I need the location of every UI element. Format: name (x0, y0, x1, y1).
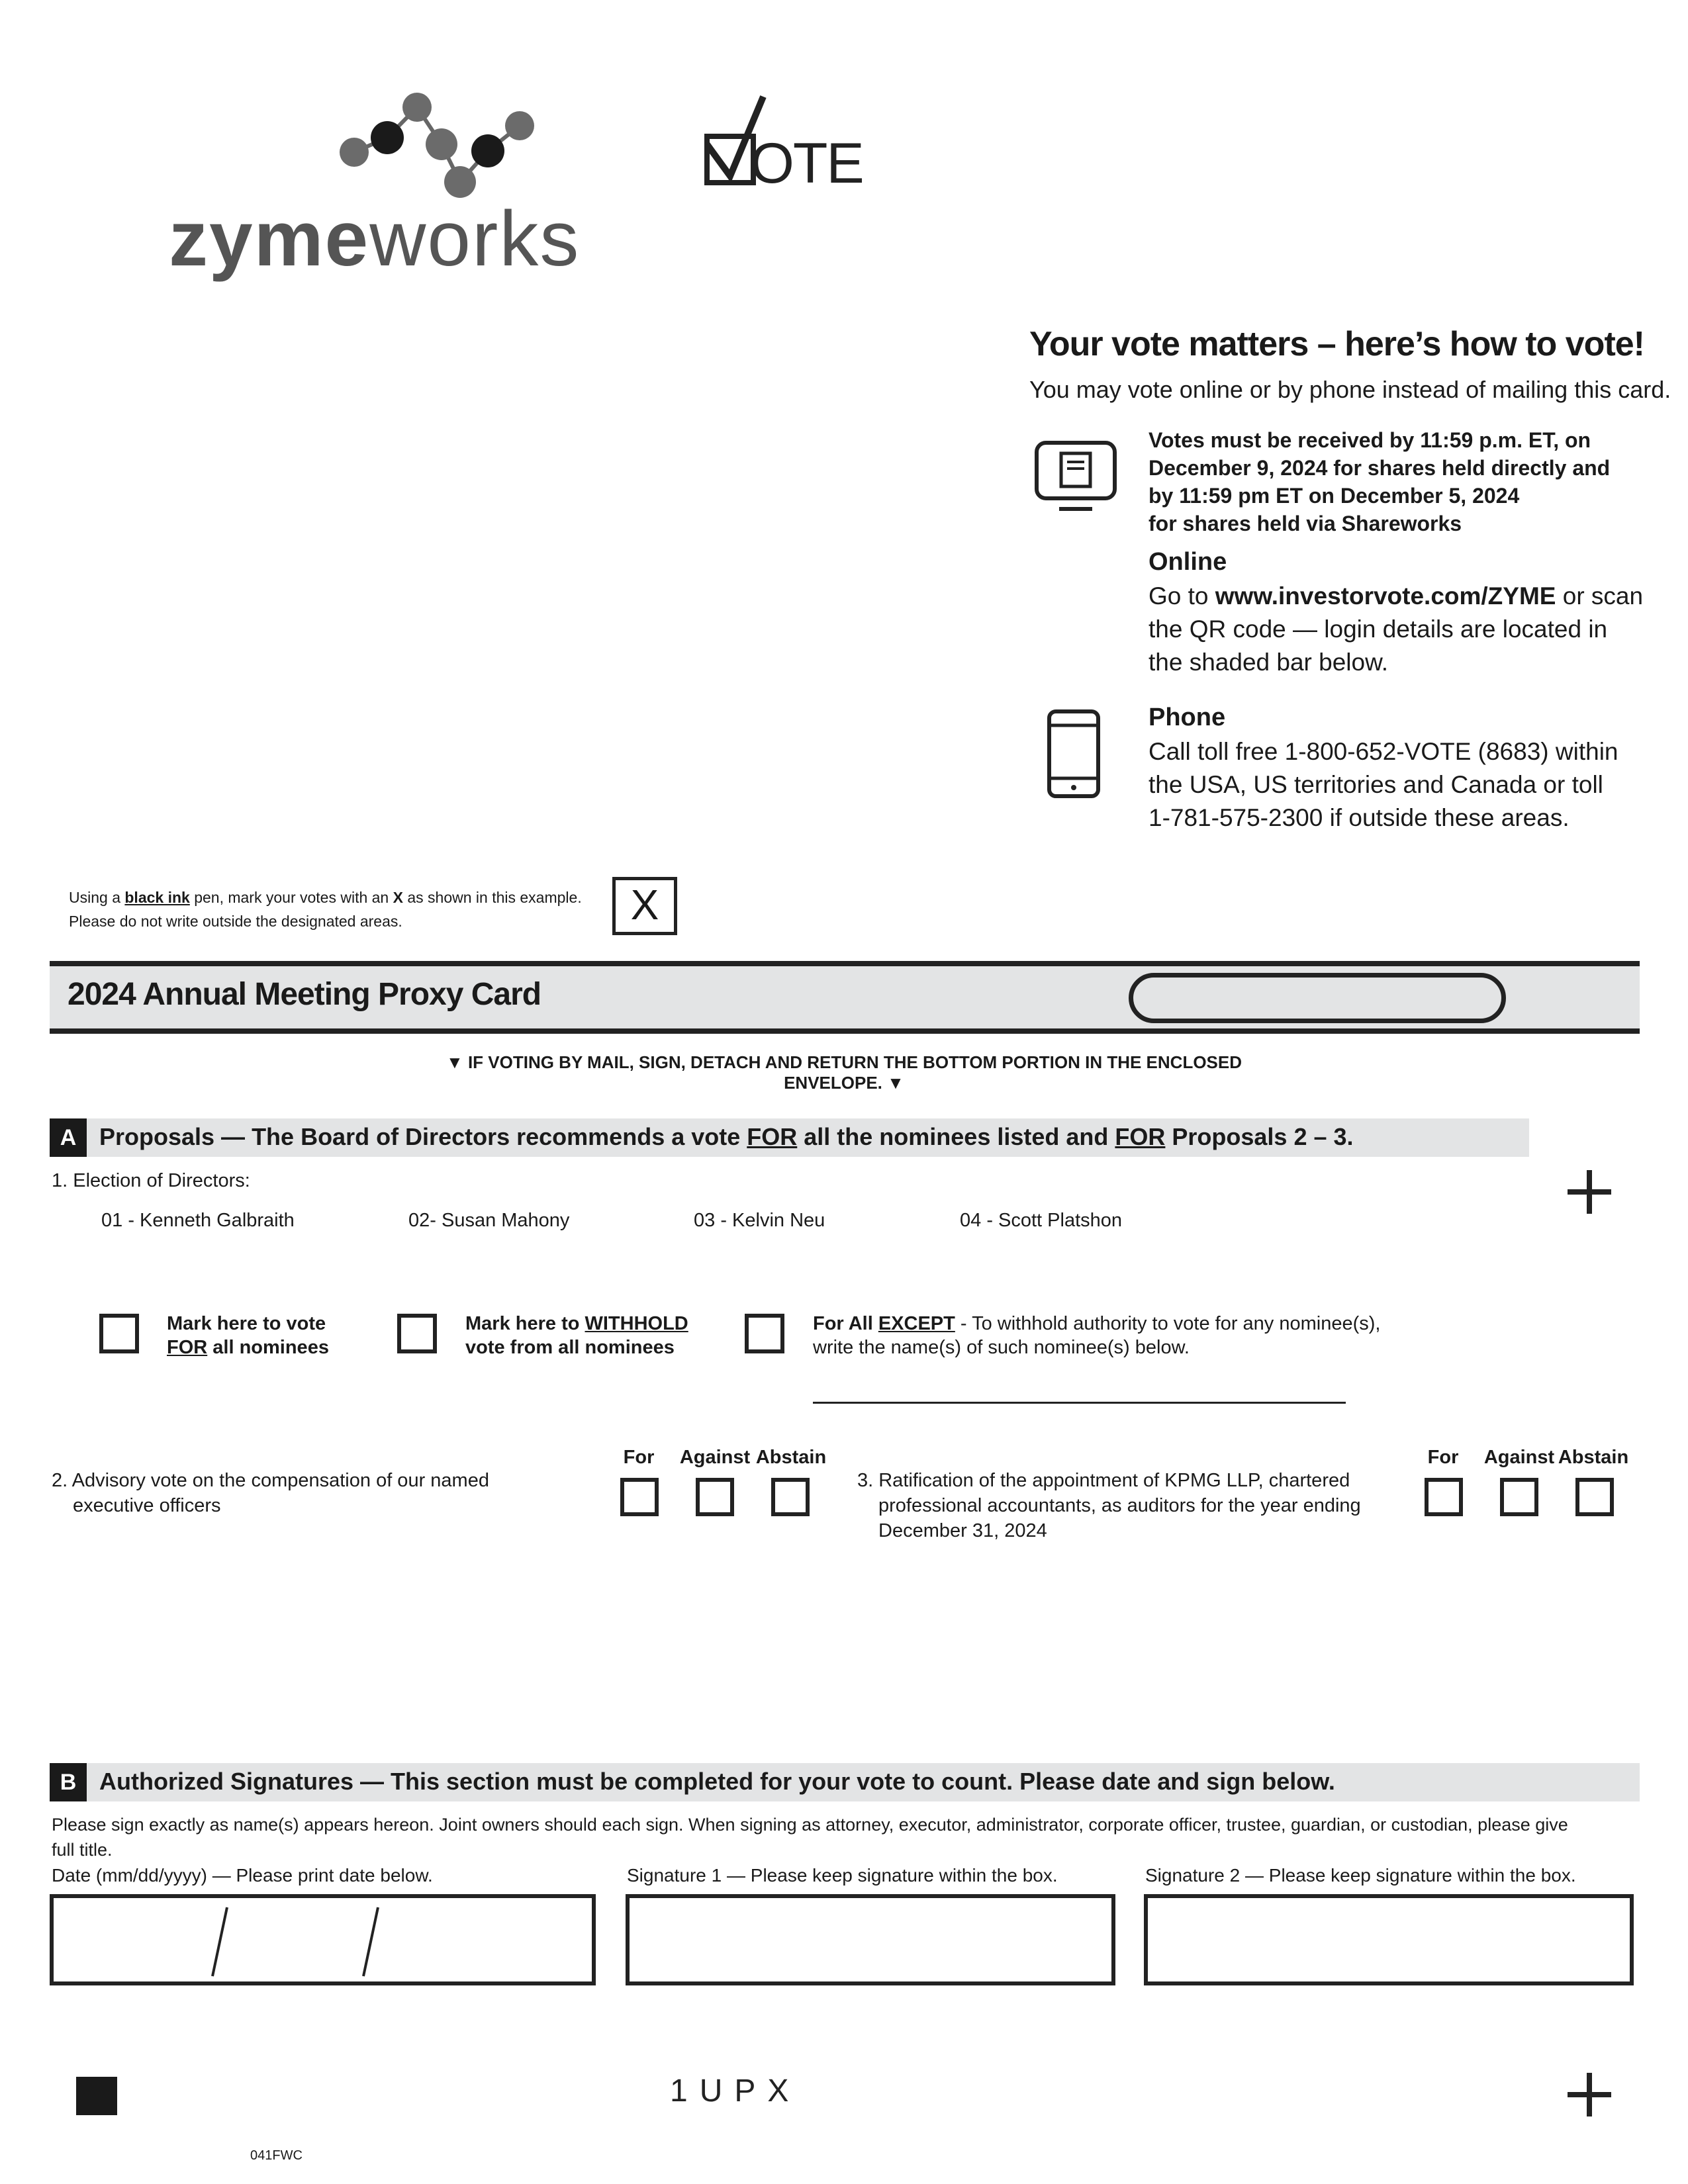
mobile-phone-icon (1046, 708, 1102, 801)
marking-instructions (69, 886, 582, 933)
for-all-except-checkbox[interactable] (745, 1314, 784, 1353)
molecule-logo-icon (301, 86, 685, 205)
option-label-text: EXCEPT (878, 1313, 955, 1334)
option-label-text: Mark here to (465, 1313, 585, 1334)
proposal-2-against-checkbox[interactable] (696, 1478, 734, 1516)
phone-text: the USA, US territories and Canada or toll (1149, 771, 1603, 798)
computer-monitor-icon (1033, 440, 1119, 516)
col-header-abstain: Abstain (755, 1447, 827, 1468)
date-input-box[interactable] (50, 1894, 596, 1985)
election-label: 1. Election of Directors: (52, 1170, 250, 1191)
vote-matters-title: Your vote matters – here’s how to vote! (1029, 325, 1644, 363)
section-a-title (99, 1123, 1354, 1151)
triangle-down-icon: ▼ (445, 1052, 468, 1072)
proposal-text: professional accountants, as auditors for the year ending (878, 1495, 1361, 1516)
signature-2-box[interactable] (1144, 1894, 1634, 1985)
nominee-2: 02- Susan Mahony (408, 1210, 570, 1231)
section-a-title-text: FOR (1115, 1123, 1166, 1150)
section-b-letter: B (50, 1763, 87, 1801)
deadline-text (1149, 426, 1610, 537)
instr-text: X (393, 889, 403, 906)
col-header-against: Against (1483, 1447, 1555, 1468)
proposal-2-text (52, 1468, 489, 1518)
signature-instructions (52, 1812, 1647, 1862)
proposal-text: 2. Advisory vote on the compensation of our named (52, 1470, 489, 1491)
col-header-against: Against (679, 1447, 751, 1468)
signature-2-label: Signature 2 — Please keep signature within the box. (1145, 1865, 1576, 1886)
proposal-3-text (857, 1468, 1361, 1543)
except-nominee-write-line[interactable] (813, 1402, 1346, 1404)
signature-1-label: Signature 1 — Please keep signature within the box. (627, 1865, 1058, 1886)
option-label-text: Mark here to vote (167, 1313, 326, 1334)
proposal-text: December 31, 2024 (878, 1520, 1047, 1541)
logo-wordmark-light: works (369, 195, 581, 283)
triangle-down-icon: ▼ (882, 1073, 904, 1093)
logo-wordmark-bold: zyme (169, 195, 370, 283)
signature-instruction-text: full title. (52, 1840, 113, 1860)
nominee-1: 01 - Kenneth Galbraith (101, 1210, 295, 1231)
registration-plus-icon (1568, 1170, 1611, 1214)
detach-note (427, 1052, 1261, 1093)
instr-text: Using a (69, 889, 125, 906)
vote-for-all-checkbox[interactable] (99, 1314, 139, 1353)
company-logo (169, 86, 679, 283)
phone-instructions (1149, 735, 1665, 835)
online-text: Go to (1149, 582, 1215, 610)
vote-badge (700, 91, 866, 195)
for-all-except-label (813, 1312, 1380, 1359)
registration-square-mark (76, 2077, 117, 2115)
col-header-for: For (1427, 1447, 1459, 1468)
section-b-title: Authorized Signatures — This section must be completed for your vote to count. Please date and sign below. (99, 1768, 1335, 1795)
proposal-text: 3. Ratification of the appointment of KPMG LLP, chartered (857, 1470, 1350, 1491)
deadline-line: Votes must be received by 11:59 p.m. ET, on (1149, 428, 1591, 452)
col-header-abstain: Abstain (1558, 1447, 1629, 1468)
option-label-text: - To withhold authority to vote for any nominee(s), (955, 1313, 1381, 1334)
header-bottom-rule (50, 1028, 1640, 1034)
online-heading: Online (1149, 548, 1227, 576)
proposal-3-against-checkbox[interactable] (1500, 1478, 1538, 1516)
proposal-2-for-checkbox[interactable] (620, 1478, 659, 1516)
section-a-title-text: Proposals 2 – 3. (1165, 1123, 1354, 1150)
online-text: the shaded bar below. (1149, 649, 1389, 676)
instr-text: Please do not write outside the designated areas. (69, 913, 402, 930)
registration-plus-icon (1568, 2073, 1611, 2116)
proposal-3-for-checkbox[interactable] (1425, 1478, 1463, 1516)
online-text: the QR code — login details are located in (1149, 615, 1608, 643)
login-details-field (1129, 973, 1506, 1023)
date-label: Date (mm/dd/yyyy) — Please print date below. (52, 1865, 433, 1886)
online-text: or scan (1556, 582, 1644, 610)
vote-for-all-label (167, 1312, 329, 1359)
form-code: 1UPX (670, 2073, 801, 2109)
online-instructions (1149, 580, 1665, 679)
deadline-line: for shares held via Shareworks (1149, 512, 1462, 535)
withhold-all-checkbox[interactable] (397, 1314, 437, 1353)
nominee-4: 04 - Scott Platshon (960, 1210, 1123, 1231)
detach-note-text: IF VOTING BY MAIL, SIGN, DETACH AND RETURN THE BOTTOM PORTION IN THE ENCLOSED ENVELOPE. (467, 1052, 1243, 1093)
withhold-all-label (465, 1312, 688, 1359)
section-a-title-text: Proposals — The Board of Directors recommends a vote (99, 1123, 747, 1150)
date-separator-slashes (54, 1898, 592, 1981)
option-label-text: all nominees (207, 1337, 329, 1358)
instr-text: pen, mark your votes with an (189, 889, 393, 906)
instr-text: black ink (124, 889, 190, 906)
section-a-title-text: all the nominees listed and (797, 1123, 1115, 1150)
proxy-card-title: 2024 Annual Meeting Proxy Card (68, 977, 541, 1012)
phone-text: Call toll free 1-800-652-VOTE (8683) within (1149, 738, 1618, 765)
section-a-title-text: FOR (747, 1123, 798, 1150)
instr-text: as shown in this example. (402, 889, 582, 906)
nominee-3: 03 - Kelvin Neu (694, 1210, 825, 1231)
signature-instruction-text: Please sign exactly as name(s) appears hereon. Joint owners should each sign. When signing as attorney, executor, administrator, corporate officer, trustee, guardian, or custodian, please give (52, 1815, 1568, 1835)
phone-text: 1-781-575-2300 if outside these areas. (1149, 804, 1570, 831)
option-label-text: FOR (167, 1337, 208, 1358)
deadline-line: December 9, 2024 for shares held directly and (1149, 456, 1611, 480)
proposal-2-abstain-checkbox[interactable] (771, 1478, 810, 1516)
header-top-rule (50, 961, 1640, 966)
proposal-3-abstain-checkbox[interactable] (1575, 1478, 1614, 1516)
signature-1-box[interactable] (626, 1894, 1115, 1985)
proposal-text: executive officers (73, 1495, 221, 1516)
vote-word: OTE (750, 132, 863, 195)
option-label-text: write the name(s) of such nominee(s) below. (813, 1337, 1190, 1358)
option-label-text: WITHHOLD (585, 1313, 688, 1334)
form-id: 041FWC (250, 2148, 303, 2163)
option-label-text: For All (813, 1313, 878, 1334)
section-a-letter: A (50, 1118, 87, 1157)
example-mark-box: X (612, 877, 677, 935)
vote-matters-subtitle: You may vote online or by phone instead of mailing this card. (1029, 376, 1671, 403)
deadline-line: by 11:59 pm ET on December 5, 2024 (1149, 484, 1520, 508)
option-label-text: vote from all nominees (465, 1337, 675, 1358)
online-url-link[interactable]: www.investorvote.com/ZYME (1215, 582, 1556, 610)
phone-heading: Phone (1149, 704, 1226, 731)
col-header-for: For (623, 1447, 655, 1468)
